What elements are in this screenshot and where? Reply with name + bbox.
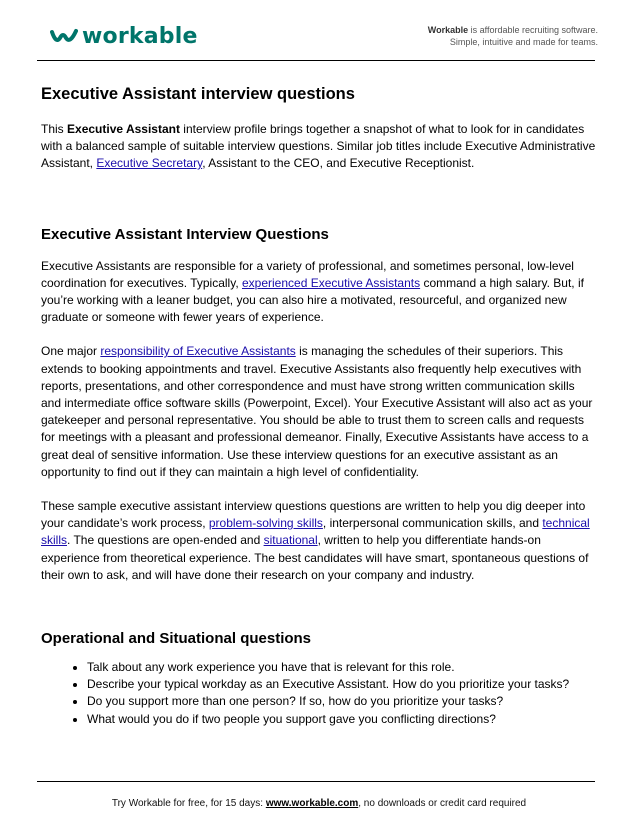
workable-logo[interactable] — [50, 24, 198, 49]
s1p2-text-2: is managing the schedules of their superiors. This extends to booking appointments and travel. Executive Assistants also frequently help executives with reports, presentations, and other correspondence and must have strong written communication skills and intermediate office software skills (Powerpoint, Excel). Your Executive Assistant will also act as your gatekeeper and personal representative. You should be able to trust them to screen calls and requests for meetings with a pleasant and professional demeanor. Finally, Executive Assistants have access to a great deal of sensitive information. Use these interview questions for an executive assistant as an opportunity to find out if they can maintain a high level of confidentiality. — [41, 344, 593, 479]
intro-text-2: interview profile brings together a snapshot of what to look for in candidates with a balanced sample of suitable interview questions. Similar job titles include Executive Administrative Assistant, — [41, 122, 596, 171]
section1-paragraph-1 — [41, 258, 597, 327]
experienced-assistants-link[interactable]: experienced Executive Assistants — [242, 275, 421, 290]
s1p3-text-4: , written to help you differentiate hands-on experience from theoretical experience. The best candidates will have smart, spontaneous questions of their own to ask, and will have done their research on your company and industry. — [41, 533, 589, 582]
tagline-line1: is affordable recruiting software. — [468, 25, 598, 35]
workable-website-link[interactable]: www.workable.com — [265, 798, 359, 809]
list-item: • Do you support more than one person? If so, how do you prioritize your tasks? — [87, 693, 597, 710]
s1p1-text-2: command a high salary. But, if you’re working with a leaner budget, you can also hire a motivated, resourceful, and organized new graduate or someone with fewer years of experience. — [41, 275, 584, 325]
header-divider — [37, 60, 595, 61]
question-list — [41, 659, 597, 728]
page-footer — [0, 798, 638, 809]
tagline-brand: Workable — [427, 25, 469, 35]
footer-divider — [37, 781, 595, 782]
situational-link[interactable]: situational — [263, 533, 318, 548]
page-title: Executive Assistant interview questions — [41, 85, 355, 103]
workable-logo-icon — [50, 28, 78, 46]
s1p3-text-1: These sample executive assistant interview questions questions are written to help you dig deeper into your candidate’s work process, — [41, 499, 586, 531]
logo-text: workable — [82, 24, 198, 49]
technical-skills-link[interactable]: technical skills — [41, 516, 590, 548]
s1p2-text-1: One major — [41, 344, 101, 359]
section-heading-interview-questions: Executive Assistant Interview Questions — [41, 225, 329, 243]
intro-text-3: , Assistant to the CEO, and Executive Receptionist. — [202, 156, 475, 171]
problem-solving-skills-link[interactable]: problem-solving skills — [208, 516, 323, 531]
intro-text-1: This — [41, 122, 68, 136]
s1p3-text-3: . The questions are open-ended and — [67, 533, 264, 548]
section1-paragraph-2 — [41, 343, 597, 481]
list-item: • Talk about any work experience you have that is relevant for this role. — [87, 659, 597, 676]
s1p3-text-2: , interpersonal communication skills, and — [322, 516, 543, 531]
section-heading-operational: Operational and Situational questions — [41, 630, 312, 648]
list-item: • What would you do if two people you support gave you conflicting directions? — [87, 711, 597, 728]
s1p1-text-1: Executive Assistants are responsible for a variety of professional, and sometimes personal, low-level coordination for executives. Typically, — [41, 258, 574, 290]
intro-paragraph — [41, 121, 597, 173]
footer-text-2: , no downloads or credit card required — [358, 798, 527, 809]
page-header — [0, 0, 638, 60]
document-body — [41, 84, 597, 728]
intro-bold-job-title: Executive Assistant — [67, 122, 180, 136]
tagline — [428, 24, 598, 48]
tagline-line2: Simple, intuitive and made for teams. — [449, 37, 598, 47]
executive-secretary-link[interactable]: Executive Secretary — [96, 156, 203, 171]
section1-paragraph-3 — [41, 498, 597, 584]
list-item: • Describe your typical workday as an Executive Assistant. How do you prioritize your tasks? — [87, 676, 597, 693]
footer-text-1: Try Workable for free, for 15 days: — [111, 798, 266, 809]
responsibility-link[interactable]: responsibility of Executive Assistants — [100, 344, 296, 359]
